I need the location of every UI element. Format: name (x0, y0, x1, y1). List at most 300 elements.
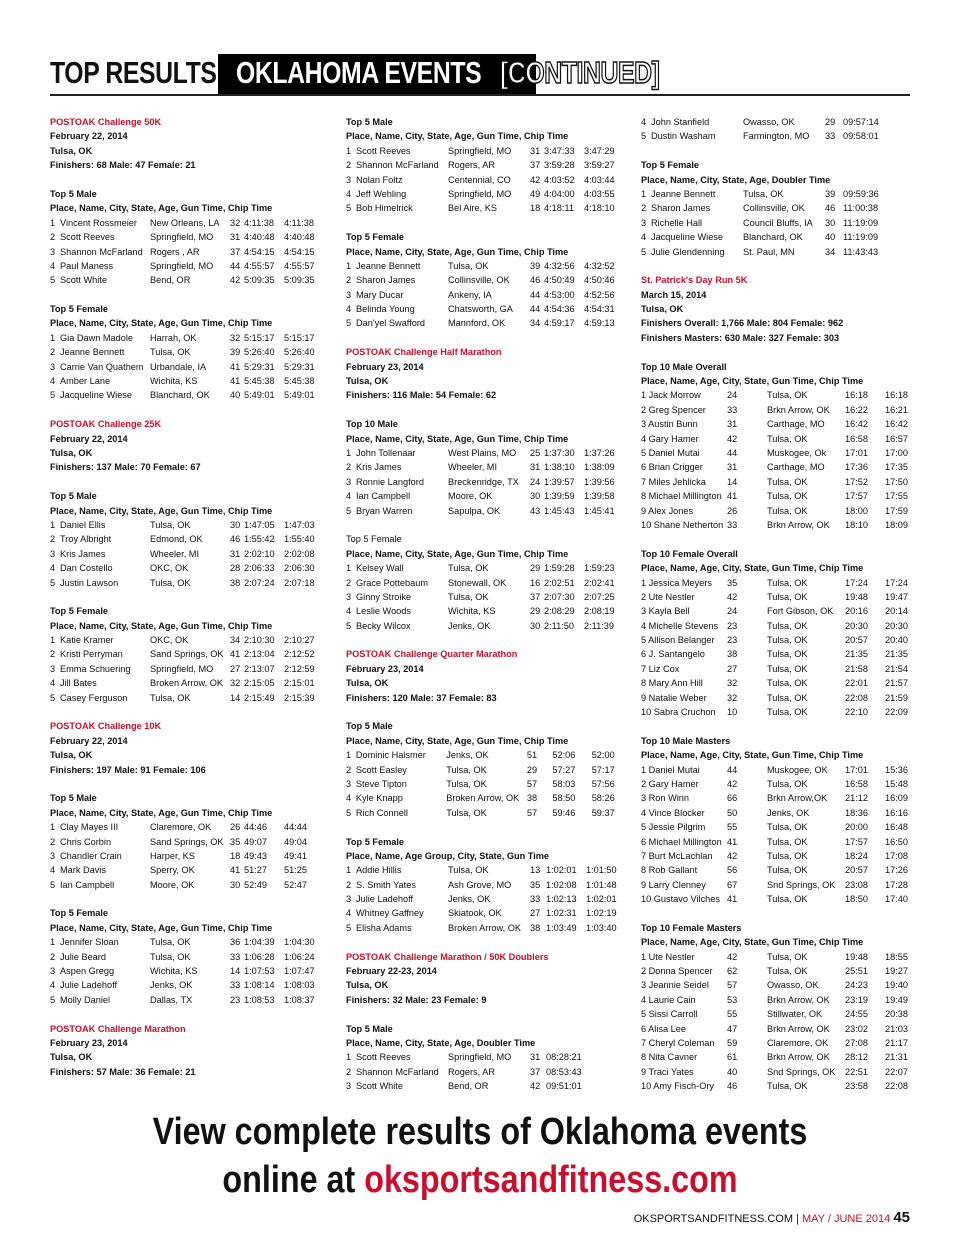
result-cell: Muskogee, Ok (767, 447, 827, 458)
result-row (50, 935, 335, 949)
result-cell: 22:10 (845, 707, 868, 718)
result-cell: 16:18 (845, 390, 868, 401)
result-cell: Tulsa, OK (767, 491, 808, 502)
result-cell: 1:39:59 (544, 491, 575, 502)
result-cell: 57:56 (591, 778, 615, 789)
result-cell: 1:45:41 (584, 505, 615, 516)
result-cell: 1 (50, 217, 56, 228)
result-cell: 43 (530, 505, 541, 516)
result-cell: 24:55 (845, 1009, 868, 1020)
result-cell: 23:02 (845, 1023, 868, 1034)
section-text: Top 10 Male Overall (641, 361, 727, 372)
result-cell: 1:03:49 (546, 922, 577, 933)
result-cell: Tulsa, OK (767, 577, 808, 588)
result-cell: Julie Glendenning (651, 246, 725, 257)
result-cell: 4:03:55 (584, 188, 615, 199)
result-row (641, 676, 916, 690)
result-cell: 24 (727, 390, 738, 401)
result-row (346, 158, 631, 172)
section-text: February 23, 2014 (346, 361, 424, 372)
result-cell: 4:54:36 (544, 304, 575, 315)
result-cell: Jenks, OK (448, 620, 491, 631)
result-cell: Tulsa, OK (767, 663, 808, 674)
result-row (346, 921, 631, 935)
result-cell: 30 (530, 491, 541, 502)
result-cell: 42 (230, 275, 241, 286)
result-cell: 3:47:33 (544, 145, 575, 156)
result-cell: 2:07:18 (284, 577, 315, 588)
result-cell: 4 (346, 491, 352, 502)
result-cell: Bryan Warren (356, 505, 413, 516)
result-cell: Steve Tipton (355, 778, 407, 789)
result-cell: 2 (50, 649, 56, 660)
result-cell: 46 (727, 1081, 738, 1092)
result-cell: 6 Michael Millington (641, 836, 722, 847)
result-cell: Tulsa, OK (448, 563, 489, 574)
result-cell: Scott Reeves (356, 1052, 411, 1063)
spacer (641, 719, 916, 733)
result-cell: 10 Sabra Cruchon (641, 707, 716, 718)
result-cell: 5:45:38 (284, 376, 315, 387)
results-section (346, 935, 631, 1093)
result-cell: 1:01:48 (586, 879, 617, 890)
result-cell: 2:02:08 (284, 548, 315, 559)
result-cell: Vincent Rossmeier (60, 217, 137, 228)
result-cell: 21:35 (845, 649, 868, 660)
result-cell: Jill Bates (60, 678, 97, 689)
spacer (346, 331, 631, 345)
result-cell: Tulsa, OK (446, 807, 487, 818)
result-cell: 5 (641, 131, 647, 142)
result-cell: Grace Pottebaum (356, 577, 429, 588)
result-cell: Jenks, OK (446, 750, 489, 761)
result-row (641, 489, 916, 503)
result-cell: Tulsa, OK (448, 865, 489, 876)
result-cell: 4 Vince Blocker (641, 807, 705, 818)
result-cell: Moore, OK (150, 879, 195, 890)
result-cell: 2:12:59 (284, 663, 315, 674)
result-cell: Edmond, OK (150, 534, 203, 545)
result-cell: 46 (530, 275, 541, 286)
result-row (50, 230, 335, 244)
result-cell: 55 (727, 1009, 738, 1020)
result-cell: 1:08:03 (284, 980, 315, 991)
result-cell: 52:49 (244, 879, 267, 890)
result-cell: 1:03:40 (586, 922, 617, 933)
result-cell: Scott White (356, 1081, 403, 1092)
section-text: Top 5 Female (346, 836, 405, 847)
result-cell: 3 (641, 217, 647, 228)
result-cell: 2:06:33 (244, 563, 275, 574)
result-cell: 22:07 (885, 1066, 908, 1077)
result-cell: Tulsa, OK (767, 635, 808, 646)
result-cell: 13 (530, 865, 541, 876)
result-cell: 19:47 (885, 591, 908, 602)
result-row (346, 489, 631, 503)
result-cell: 1:04:30 (284, 937, 315, 948)
result-cell: 16:16 (885, 807, 908, 818)
result-cell: Molly Daniel (60, 994, 111, 1005)
section-text: Top 5 Female (641, 160, 700, 171)
result-cell: Owasso, OK (743, 117, 795, 127)
result-cell: 17:26 (885, 865, 908, 876)
result-cell: 28 (230, 563, 241, 574)
spacer (346, 1007, 631, 1021)
spacer (346, 705, 631, 719)
result-cell: 31 (530, 145, 541, 156)
result-cell: Carrie Van Quathem (60, 361, 144, 372)
result-cell: Richelle Hall (651, 217, 703, 228)
result-cell: 39 (530, 260, 541, 271)
result-cell: 21:03 (885, 1023, 908, 1034)
result-cell: 44 (530, 289, 541, 300)
result-cell: 3 (50, 548, 56, 559)
result-cell: 19:40 (885, 980, 908, 991)
result-cell: 17:35 (885, 462, 908, 473)
result-cell: 41 (230, 649, 241, 660)
result-cell: 4 (641, 232, 647, 243)
result-cell: 5 (346, 620, 352, 631)
result-cell: 2 Ute Nestler (641, 591, 695, 602)
result-cell: Springfield, MO (448, 145, 512, 156)
result-cell: Clay Mayes III (60, 822, 119, 833)
header-title-continued: [CONTINUED] (500, 55, 660, 90)
result-row (346, 878, 631, 892)
result-cell: 1:08:14 (244, 980, 275, 991)
section-text: Finishers Overall: 1,766 Male: 804 Female: 962 (641, 318, 844, 329)
result-cell: 50 (727, 807, 738, 818)
result-cell: Tulsa, OK (767, 390, 808, 401)
spacer (346, 633, 631, 647)
section-text: Top 5 Female (346, 232, 405, 243)
results-section (641, 719, 916, 906)
result-row (346, 460, 631, 474)
result-row (641, 201, 916, 215)
result-cell: 4:18:10 (584, 203, 615, 214)
section-text: Place, Name, Age, City, State, Gun Time, Chip Time (641, 750, 864, 761)
result-cell: 4:54:15 (244, 246, 275, 257)
result-row (346, 619, 631, 633)
result-cell: 38 (230, 577, 241, 588)
section-text: Place, Name, Age, City, State, Gun Time, Chip Time (641, 937, 864, 948)
section-text: Place, Name, City, State, Age, Gun Time, Chip Time (346, 131, 569, 142)
result-cell: Dan'yel Swafford (356, 318, 425, 329)
result-cell: Tulsa, OK (446, 764, 487, 775)
result-cell: 2 (641, 203, 647, 214)
result-row (50, 633, 335, 647)
result-cell: 29 (526, 764, 538, 775)
result-cell: 18:36 (845, 807, 868, 818)
result-row (641, 417, 916, 431)
results-section (641, 144, 916, 259)
result-cell: 4 (346, 606, 352, 617)
header-title-top-results: TOP RESULTS (50, 55, 217, 90)
section-text: Place, Name, City, State, Age, Gun Time, Chip Time (50, 620, 273, 631)
result-cell: Ian Campbell (60, 879, 115, 890)
result-cell: 4:59:17 (544, 318, 575, 329)
result-cell: Scott White (60, 275, 107, 286)
result-cell: 41 (727, 491, 738, 502)
result-cell: 9 Larry Clenney (641, 879, 706, 890)
result-cell: Scott Easley (355, 764, 407, 775)
result-cell: 2:15:49 (244, 692, 275, 703)
result-cell: Scott Reeves (356, 145, 411, 156)
result-cell: 20:30 (885, 620, 908, 631)
result-row (641, 705, 916, 719)
result-row (50, 820, 335, 834)
result-cell: 10 Gustavo Vilches (641, 894, 720, 905)
result-cell: 2:10:27 (284, 635, 315, 646)
result-cell: 30 (230, 879, 241, 890)
spacer (346, 403, 631, 417)
section-text: Tulsa, OK (346, 376, 389, 387)
result-cell: 17:52 (845, 476, 868, 487)
result-cell: 25:51 (845, 966, 868, 977)
result-cell: 1:59:28 (544, 563, 575, 574)
result-cell: Jenks, OK (150, 980, 193, 991)
section-text: Top 5 Female (346, 534, 402, 545)
result-cell: Whitney Gaffney (356, 908, 424, 919)
result-cell: 46 (825, 203, 836, 214)
result-cell: 8 Mary Ann Hill (641, 678, 703, 689)
section-text: February 22, 2014 (50, 433, 128, 444)
result-cell: St. Paul, MN (743, 246, 795, 257)
result-cell: 3 Austin Bunn (641, 419, 698, 430)
result-cell: 1 (346, 865, 352, 876)
result-cell: 19:27 (885, 966, 908, 977)
result-cell: 5 (50, 879, 56, 890)
result-cell: 7 Burt McLachlan (641, 850, 713, 861)
result-cell: 1 (346, 563, 352, 574)
result-cell: 27:08 (845, 1038, 868, 1048)
result-cell: 33 (825, 131, 836, 142)
result-cell: 5 Jessie Pilgrim (641, 822, 706, 833)
result-row (346, 604, 631, 618)
result-cell: Urbandale, IA (150, 361, 207, 372)
header-title-oklahoma-events: OKLAHOMA EVENTS (236, 55, 482, 90)
result-cell: 34 (230, 635, 241, 646)
result-cell: 1:59:23 (584, 563, 615, 574)
section-text: Top 5 Male (50, 793, 97, 804)
result-cell: 53 (727, 994, 738, 1005)
result-cell: 5 (641, 246, 647, 257)
result-cell: 3 (346, 778, 352, 789)
result-cell: Collinsville, OK (743, 203, 805, 214)
result-row (346, 273, 631, 287)
result-row (641, 1007, 916, 1021)
result-cell: 2 Greg Spencer (641, 404, 706, 415)
result-cell: 1:38:10 (544, 462, 575, 473)
result-cell: Bend, OR (448, 1081, 489, 1092)
result-cell: 62 (727, 966, 738, 977)
result-cell: Snd Springs, OK (767, 879, 836, 890)
result-cell: 16:50 (885, 836, 908, 847)
results-section (346, 115, 631, 216)
result-cell: Wheeler, MI (150, 548, 200, 559)
result-cell: 49:41 (284, 850, 307, 861)
result-cell: 5 (346, 318, 352, 329)
result-cell: 5 (50, 275, 56, 286)
result-cell: 5 Daniel Mutai (641, 447, 700, 458)
result-cell: Breckenridge, TX (448, 476, 519, 487)
result-cell: Tulsa, OK (767, 951, 808, 962)
results-column-3 (641, 115, 916, 1094)
result-cell: 17:24 (845, 577, 868, 588)
result-cell: Tulsa, OK (767, 591, 808, 602)
result-cell: 3:59:27 (584, 160, 615, 171)
result-cell: 58:03 (552, 778, 576, 789)
result-row (50, 259, 335, 273)
result-cell: 19:48 (845, 951, 868, 962)
result-row (346, 906, 631, 920)
result-cell: 30 (825, 217, 836, 228)
section-text: March 15, 2014 (641, 289, 707, 300)
result-cell: 5 (346, 505, 352, 516)
result-row (50, 360, 335, 374)
result-row (50, 978, 335, 992)
result-cell: Harper, KS (150, 850, 195, 861)
result-cell: 5 (346, 922, 352, 933)
result-cell: 17:28 (885, 879, 908, 890)
result-cell: 11:19:09 (843, 232, 879, 243)
event-title: St. Patrick's Day Run 5K (641, 275, 748, 286)
result-cell: 5:45:38 (244, 376, 275, 387)
result-cell: Jacqueline Wiese (651, 232, 724, 243)
result-cell: Farmington, MO (743, 131, 810, 142)
result-cell: 27 (530, 908, 541, 919)
result-cell: 1:08:53 (244, 994, 275, 1005)
result-row (50, 518, 335, 532)
result-cell: Leslie Woods (356, 606, 411, 617)
result-cell: 1 (641, 188, 647, 199)
results-section (641, 532, 916, 719)
result-cell: 2 (346, 462, 352, 473)
result-cell: 21:57 (885, 678, 908, 689)
result-cell: 3 (50, 361, 56, 372)
result-cell: 33 (230, 980, 241, 991)
result-cell: Kyle Knapp (355, 793, 403, 804)
result-cell: 16 (530, 577, 541, 588)
result-cell: Sand Springs, OK (150, 836, 224, 847)
footer-call-to-action (0, 1108, 960, 1204)
result-cell: 3 Kayla Bell (641, 606, 690, 617)
result-cell: Rogers , AR (150, 246, 200, 257)
section-text: Place, Name, Age, City, State, Gun Time, Chip Time (641, 376, 864, 387)
result-row (641, 187, 916, 201)
result-cell: 4 (50, 563, 56, 574)
result-cell: 23 (230, 994, 241, 1005)
result-cell: 5:15:17 (244, 332, 275, 343)
result-cell: Broken Arrow, OK (150, 678, 224, 689)
result-cell: 1:37:30 (544, 447, 575, 458)
result-cell: 33 (727, 519, 738, 530)
spacer (50, 403, 335, 417)
result-row (641, 791, 916, 805)
result-row (50, 216, 335, 230)
result-row (346, 475, 631, 489)
result-cell: 2:15:05 (244, 678, 275, 689)
result-cell: Troy Albright (60, 534, 112, 545)
results-section (50, 590, 335, 705)
section-text: Tulsa, OK (50, 447, 93, 458)
result-cell: 4:55:57 (244, 260, 275, 271)
result-cell: 24:23 (845, 980, 868, 991)
result-cell: 21:12 (845, 793, 868, 804)
result-cell: S. Smith Yates (356, 879, 416, 890)
section-text: Place, Name, City, State, Age, Gun Time, Chip Time (50, 807, 273, 818)
result-cell: Tulsa, OK (767, 865, 808, 876)
result-cell: 2 Gary Hamer (641, 778, 699, 789)
result-row (641, 388, 916, 402)
result-row (641, 863, 916, 877)
result-row (641, 1050, 916, 1064)
result-cell: 17:00 (885, 447, 908, 458)
result-cell: 1:45:43 (544, 505, 575, 516)
result-cell: 31 (530, 1052, 541, 1063)
result-cell: 3 Jeannie Seidel (641, 980, 709, 991)
section-text: Tulsa, OK (50, 145, 93, 156)
result-cell: 59:46 (552, 807, 576, 818)
result-cell: 56 (727, 865, 738, 876)
result-row (641, 950, 916, 964)
result-cell: 23:58 (845, 1081, 868, 1092)
result-cell: 21:31 (885, 1052, 908, 1063)
result-cell: 2:06:30 (284, 563, 315, 574)
result-cell: 22:08 (885, 1081, 908, 1092)
section-text: Place, Name, City, State, Age, Gun Time, Chip Time (346, 246, 569, 257)
result-cell: 1:47:03 (284, 519, 315, 530)
result-cell: Tulsa, OK (448, 260, 489, 271)
result-cell: 3 (346, 591, 352, 602)
result-cell: 1 (346, 750, 352, 761)
section-text: Top 5 Female (50, 908, 109, 919)
result-cell: 17:08 (885, 850, 908, 861)
result-cell: Broken Arrow, OK (446, 793, 520, 804)
result-cell: Broken Arrow, OK (448, 922, 522, 933)
result-row (641, 504, 916, 518)
result-cell: 33 (530, 894, 541, 905)
result-cell: 2:12:52 (284, 649, 315, 660)
result-row (641, 1022, 916, 1036)
result-cell: 16:58 (845, 778, 868, 789)
section-text: Top 10 Female Overall (641, 548, 738, 559)
cta-website-link[interactable]: oksportsandfitness.com (364, 1159, 738, 1201)
result-cell: John Tollenaar (356, 447, 416, 458)
result-cell: 2 (346, 879, 352, 890)
result-row (641, 460, 916, 474)
result-cell: 2:07:30 (544, 591, 575, 602)
result-cell: 23:19 (845, 994, 868, 1005)
result-row (346, 863, 631, 877)
result-cell: Tulsa, OK (767, 678, 808, 689)
result-cell: 3:47:29 (584, 145, 615, 156)
result-cell: Chatsworth, GA (448, 304, 513, 315)
result-cell: 4:54:31 (584, 304, 615, 315)
result-cell: Tulsa, OK (767, 894, 808, 905)
result-cell: Springfield, MO (150, 232, 214, 243)
result-cell: 44 (530, 304, 541, 315)
result-cell: 5:15:17 (284, 332, 315, 343)
results-column-2 (346, 115, 631, 1094)
result-cell: 37 (230, 246, 241, 257)
result-cell: 57 (727, 980, 738, 991)
result-cell: 22:08 (845, 692, 868, 703)
result-cell: 5 (50, 692, 56, 703)
result-row (346, 446, 631, 460)
result-cell: 4:03:52 (544, 174, 575, 185)
result-cell: 49:07 (244, 836, 267, 847)
result-cell: 5:49:01 (244, 390, 275, 401)
